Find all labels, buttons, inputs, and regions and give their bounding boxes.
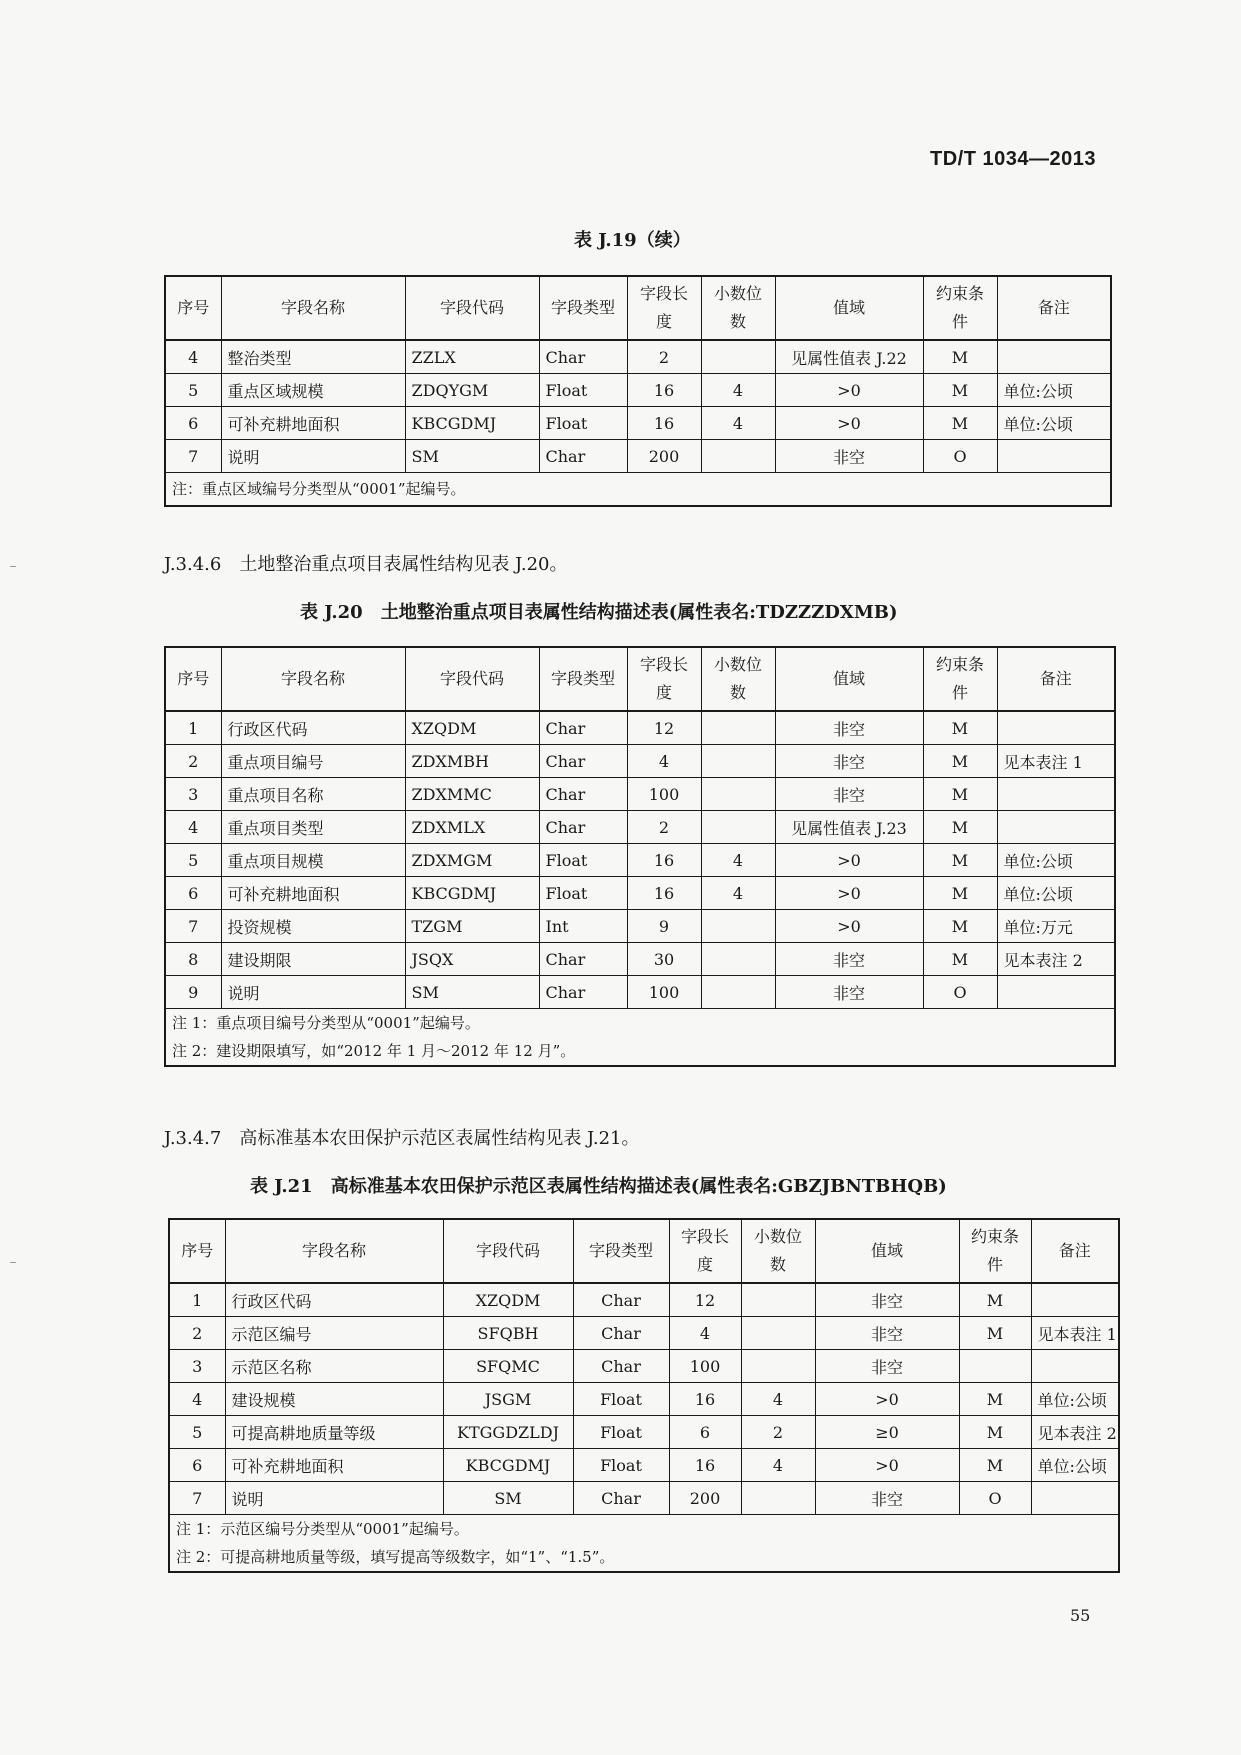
page-number: 55: [1070, 1606, 1091, 1625]
cell-seq: 2: [169, 1317, 225, 1350]
table-row: [165, 910, 1115, 943]
cell-seq: 7: [169, 1482, 225, 1515]
cell-constraint: M: [923, 943, 997, 976]
cell-remark: 见本表注 2: [1031, 1416, 1119, 1449]
margin-mark: [10, 1262, 16, 1263]
cell-field-type: Char: [539, 811, 627, 844]
cell-remark: [997, 811, 1115, 844]
header-decimals: 小数位数: [741, 1219, 815, 1283]
cell-field-code: SFQBH: [443, 1317, 573, 1350]
table-notes-row: [169, 1515, 1119, 1573]
cell-field-type: Char: [573, 1482, 669, 1515]
header-field-name: 字段名称: [221, 276, 405, 340]
table-note: 注 2：可提高耕地质量等级，填写提高等级数字，如“1”、“1.5”。: [176, 1548, 615, 1566]
cell-domain: >0: [775, 407, 923, 440]
cell-decimals: [741, 1482, 815, 1515]
table-row: [169, 1283, 1119, 1317]
cell-field-length: 16: [627, 374, 701, 407]
cell-field-length: 4: [669, 1317, 741, 1350]
cell-field-name: 可补充耕地面积: [221, 407, 405, 440]
cell-field-type: Char: [539, 778, 627, 811]
cell-constraint: M: [923, 340, 997, 374]
cell-field-type: Char: [539, 976, 627, 1009]
cell-seq: 9: [165, 976, 221, 1009]
header-remark: 备注: [997, 647, 1115, 711]
header-field-type: 字段类型: [573, 1219, 669, 1283]
cell-seq: 8: [165, 943, 221, 976]
cell-decimals: [701, 778, 775, 811]
cell-decimals: [701, 340, 775, 374]
cell-decimals: 2: [741, 1416, 815, 1449]
cell-field-type: Float: [539, 877, 627, 910]
header-domain: 值域: [815, 1219, 959, 1283]
cell-field-length: 16: [627, 407, 701, 440]
cell-remark: 单位:公顷: [1031, 1383, 1119, 1416]
cell-field-code: SFQMC: [443, 1350, 573, 1383]
header-constraint: 约束条件: [959, 1219, 1031, 1283]
cell-remark: 见本表注 2: [997, 943, 1115, 976]
cell-field-name: 行政区代码: [221, 711, 405, 745]
table-row: [165, 778, 1115, 811]
cell-field-name: 重点项目编号: [221, 745, 405, 778]
cell-field-code: ZZLX: [405, 340, 539, 374]
header-field-code: 字段代码: [405, 276, 539, 340]
table-row: [165, 340, 1111, 374]
cell-field-length: 16: [669, 1449, 741, 1482]
cell-constraint: M: [923, 910, 997, 943]
cell-field-length: 100: [627, 778, 701, 811]
table-row: [169, 1317, 1119, 1350]
table-header-row: [169, 1219, 1119, 1283]
cell-field-length: 6: [669, 1416, 741, 1449]
cell-domain: 非空: [775, 943, 923, 976]
cell-constraint: M: [923, 711, 997, 745]
cell-domain: 非空: [775, 976, 923, 1009]
cell-field-code: KBCGDMJ: [405, 407, 539, 440]
cell-field-name: 建设期限: [221, 943, 405, 976]
section-j347-text: J.3.4.7 高标准基本农田保护示范区表属性结构见表 J.21。: [164, 1128, 640, 1149]
cell-field-code: ZDXMGM: [405, 844, 539, 877]
cell-field-name: 示范区名称: [225, 1350, 443, 1383]
cell-domain: >0: [775, 844, 923, 877]
cell-constraint: M: [923, 844, 997, 877]
table-notes-row: [165, 1009, 1115, 1067]
table-notes: [169, 1515, 1119, 1573]
cell-seq: 3: [169, 1350, 225, 1383]
cell-decimals: [741, 1283, 815, 1317]
cell-field-code: JSQX: [405, 943, 539, 976]
table-j21-caption: 表 J.21 高标准基本农田保护示范区表属性结构描述表(属性表名:GBZJBNTBHQB): [250, 1176, 947, 1197]
cell-field-type: Float: [573, 1449, 669, 1482]
table-header-row: [165, 276, 1111, 340]
cell-field-code: ZDXMBH: [405, 745, 539, 778]
cell-seq: 1: [165, 711, 221, 745]
cell-domain: 见属性值表 J.23: [775, 811, 923, 844]
header-field-code: 字段代码: [405, 647, 539, 711]
cell-domain: >0: [775, 910, 923, 943]
table-j19: [164, 275, 1112, 507]
cell-field-code: SM: [405, 440, 539, 473]
cell-field-name: 示范区编号: [225, 1317, 443, 1350]
cell-domain: 非空: [775, 745, 923, 778]
cell-decimals: 4: [701, 877, 775, 910]
cell-domain: >0: [815, 1449, 959, 1482]
cell-field-type: Int: [539, 910, 627, 943]
cell-domain: 非空: [775, 440, 923, 473]
table-row: [165, 811, 1115, 844]
cell-field-name: 说明: [221, 976, 405, 1009]
cell-seq: 7: [165, 910, 221, 943]
cell-seq: 6: [169, 1449, 225, 1482]
table-j20-caption: 表 J.20 土地整治重点项目表属性结构描述表(属性表名:TDZZZDXMB): [300, 602, 898, 623]
header-seq: 序号: [169, 1219, 225, 1283]
cell-field-name: 重点区域规模: [221, 374, 405, 407]
cell-seq: 5: [165, 844, 221, 877]
cell-field-name: 可补充耕地面积: [225, 1449, 443, 1482]
header-constraint: 约束条件: [923, 276, 997, 340]
table-notes-row: [165, 473, 1111, 507]
cell-decimals: [701, 910, 775, 943]
cell-domain: 非空: [815, 1350, 959, 1383]
table-note: 注 2：建设期限填写，如“2012 年 1 月～2012 年 12 月”。: [172, 1042, 576, 1060]
table-notes: [165, 1009, 1115, 1067]
table-row: [169, 1482, 1119, 1515]
cell-field-length: 30: [627, 943, 701, 976]
cell-seq: 4: [165, 811, 221, 844]
cell-decimals: 4: [701, 374, 775, 407]
table-j21: [168, 1218, 1120, 1573]
cell-field-code: KBCGDMJ: [405, 877, 539, 910]
cell-field-length: 200: [627, 440, 701, 473]
header-field-length: 字段长度: [669, 1219, 741, 1283]
header-field-type: 字段类型: [539, 647, 627, 711]
cell-field-length: 100: [627, 976, 701, 1009]
cell-field-code: JSGM: [443, 1383, 573, 1416]
cell-field-code: TZGM: [405, 910, 539, 943]
cell-field-type: Float: [539, 374, 627, 407]
cell-constraint: O: [959, 1482, 1031, 1515]
cell-field-code: SM: [443, 1482, 573, 1515]
cell-field-length: 9: [627, 910, 701, 943]
cell-field-name: 投资规模: [221, 910, 405, 943]
cell-remark: 单位:公顷: [997, 877, 1115, 910]
cell-field-type: Char: [539, 745, 627, 778]
cell-seq: 6: [165, 407, 221, 440]
cell-field-name: 行政区代码: [225, 1283, 443, 1317]
cell-decimals: [741, 1350, 815, 1383]
cell-remark: [997, 976, 1115, 1009]
cell-remark: [997, 340, 1111, 374]
header-constraint: 约束条件: [923, 647, 997, 711]
cell-decimals: [701, 711, 775, 745]
cell-constraint: M: [923, 374, 997, 407]
cell-field-length: 12: [627, 711, 701, 745]
cell-field-length: 2: [627, 811, 701, 844]
table-note: 注：重点区域编号分类型从“0001”起编号。: [172, 480, 466, 498]
cell-field-name: 整治类型: [221, 340, 405, 374]
cell-field-name: 可提高耕地质量等级: [225, 1416, 443, 1449]
cell-remark: [997, 711, 1115, 745]
table-row: [165, 844, 1115, 877]
cell-seq: 4: [165, 340, 221, 374]
cell-field-name: 重点项目类型: [221, 811, 405, 844]
header-seq: 序号: [165, 647, 221, 711]
cell-field-length: 12: [669, 1283, 741, 1317]
header-field-name: 字段名称: [221, 647, 405, 711]
cell-constraint: M: [959, 1416, 1031, 1449]
table-row: [169, 1449, 1119, 1482]
table-row: [165, 374, 1111, 407]
table-j19-caption: 表 J.19（续）: [574, 230, 691, 251]
header-field-name: 字段名称: [225, 1219, 443, 1283]
cell-domain: >0: [775, 374, 923, 407]
cell-remark: 单位:万元: [997, 910, 1115, 943]
cell-domain: 见属性值表 J.22: [775, 340, 923, 374]
cell-field-type: Char: [573, 1317, 669, 1350]
cell-constraint: M: [923, 407, 997, 440]
cell-field-type: Float: [539, 844, 627, 877]
cell-field-type: Char: [539, 340, 627, 374]
cell-field-length: 4: [627, 745, 701, 778]
table-row: [165, 745, 1115, 778]
table-row: [169, 1416, 1119, 1449]
cell-seq: 6: [165, 877, 221, 910]
table-row: [165, 943, 1115, 976]
cell-field-type: Char: [539, 711, 627, 745]
table-header-row: [165, 647, 1115, 711]
table-note: 注 1：示范区编号分类型从“0001”起编号。: [176, 1520, 469, 1538]
cell-field-type: Char: [573, 1350, 669, 1383]
cell-field-length: 2: [627, 340, 701, 374]
cell-seq: 5: [169, 1416, 225, 1449]
cell-domain: 非空: [775, 778, 923, 811]
cell-decimals: 4: [701, 844, 775, 877]
cell-constraint: O: [923, 976, 997, 1009]
cell-seq: 4: [169, 1383, 225, 1416]
cell-constraint: M: [923, 778, 997, 811]
table-notes: [165, 473, 1111, 507]
cell-field-length: 100: [669, 1350, 741, 1383]
cell-domain: 非空: [815, 1482, 959, 1515]
cell-domain: 非空: [815, 1283, 959, 1317]
cell-decimals: [701, 440, 775, 473]
cell-field-code: ZDQYGM: [405, 374, 539, 407]
cell-field-name: 可补充耕地面积: [221, 877, 405, 910]
header-decimals: 小数位数: [701, 276, 775, 340]
cell-seq: 2: [165, 745, 221, 778]
cell-decimals: [701, 745, 775, 778]
cell-field-type: Char: [539, 440, 627, 473]
cell-seq: 5: [165, 374, 221, 407]
cell-constraint: M: [959, 1283, 1031, 1317]
cell-decimals: [741, 1317, 815, 1350]
cell-field-name: 重点项目名称: [221, 778, 405, 811]
header-decimals: 小数位数: [701, 647, 775, 711]
cell-field-length: 200: [669, 1482, 741, 1515]
cell-seq: 7: [165, 440, 221, 473]
cell-constraint: M: [923, 745, 997, 778]
table-row: [165, 407, 1111, 440]
table-note: 注 1：重点项目编号分类型从“0001”起编号。: [172, 1014, 480, 1032]
cell-field-code: XZQDM: [443, 1283, 573, 1317]
cell-decimals: 4: [741, 1449, 815, 1482]
header-field-code: 字段代码: [443, 1219, 573, 1283]
cell-field-name: 重点项目规模: [221, 844, 405, 877]
cell-field-type: Float: [539, 407, 627, 440]
cell-constraint: M: [959, 1449, 1031, 1482]
cell-field-name: 说明: [225, 1482, 443, 1515]
cell-remark: 单位:公顷: [997, 374, 1111, 407]
cell-seq: 1: [169, 1283, 225, 1317]
table-row: [169, 1350, 1119, 1383]
cell-field-type: Char: [573, 1283, 669, 1317]
header-field-length: 字段长度: [627, 647, 701, 711]
cell-remark: [997, 440, 1111, 473]
cell-remark: 单位:公顷: [997, 844, 1115, 877]
table-row: [169, 1383, 1119, 1416]
cell-domain: ≥0: [815, 1416, 959, 1449]
cell-constraint: M: [959, 1317, 1031, 1350]
cell-remark: 见本表注 1: [997, 745, 1115, 778]
cell-remark: [1031, 1350, 1119, 1383]
table-row: [165, 877, 1115, 910]
cell-decimals: [701, 811, 775, 844]
cell-decimals: [701, 976, 775, 1009]
cell-remark: 单位:公顷: [997, 407, 1111, 440]
cell-domain: >0: [815, 1383, 959, 1416]
section-j346-text: J.3.4.6 土地整治重点项目表属性结构见表 J.20。: [164, 554, 568, 575]
cell-remark: [1031, 1283, 1119, 1317]
table-row: [165, 440, 1111, 473]
table-j20: [164, 646, 1116, 1067]
cell-field-type: Float: [573, 1383, 669, 1416]
cell-constraint: O: [923, 440, 997, 473]
header-seq: 序号: [165, 276, 221, 340]
cell-constraint: M: [923, 811, 997, 844]
cell-domain: >0: [775, 877, 923, 910]
table-row: [165, 711, 1115, 745]
cell-field-length: 16: [627, 877, 701, 910]
header-remark: 备注: [1031, 1219, 1119, 1283]
table-row: [165, 976, 1115, 1009]
cell-field-code: XZQDM: [405, 711, 539, 745]
cell-seq: 3: [165, 778, 221, 811]
cell-decimals: [701, 943, 775, 976]
cell-field-code: SM: [405, 976, 539, 1009]
header-field-type: 字段类型: [539, 276, 627, 340]
cell-field-type: Float: [573, 1416, 669, 1449]
cell-field-code: ZDXMLX: [405, 811, 539, 844]
cell-constraint: M: [959, 1383, 1031, 1416]
cell-field-length: 16: [627, 844, 701, 877]
cell-remark: [997, 778, 1115, 811]
cell-field-code: KBCGDMJ: [443, 1449, 573, 1482]
cell-field-code: ZDXMMC: [405, 778, 539, 811]
cell-field-code: KTGGDZLDJ: [443, 1416, 573, 1449]
cell-decimals: 4: [741, 1383, 815, 1416]
margin-mark: [10, 566, 16, 567]
cell-field-type: Char: [539, 943, 627, 976]
cell-decimals: 4: [701, 407, 775, 440]
header-domain: 值域: [775, 276, 923, 340]
cell-field-name: 说明: [221, 440, 405, 473]
cell-field-name: 建设规模: [225, 1383, 443, 1416]
cell-field-length: 16: [669, 1383, 741, 1416]
cell-domain: 非空: [815, 1317, 959, 1350]
cell-constraint: [959, 1350, 1031, 1383]
cell-remark: 单位:公顷: [1031, 1449, 1119, 1482]
cell-constraint: M: [923, 877, 997, 910]
header-remark: 备注: [997, 276, 1111, 340]
cell-remark: 见本表注 1: [1031, 1317, 1119, 1350]
document-code: TD/T 1034—2013: [930, 148, 1096, 170]
header-field-length: 字段长度: [627, 276, 701, 340]
cell-remark: [1031, 1482, 1119, 1515]
header-domain: 值域: [775, 647, 923, 711]
cell-domain: 非空: [775, 711, 923, 745]
